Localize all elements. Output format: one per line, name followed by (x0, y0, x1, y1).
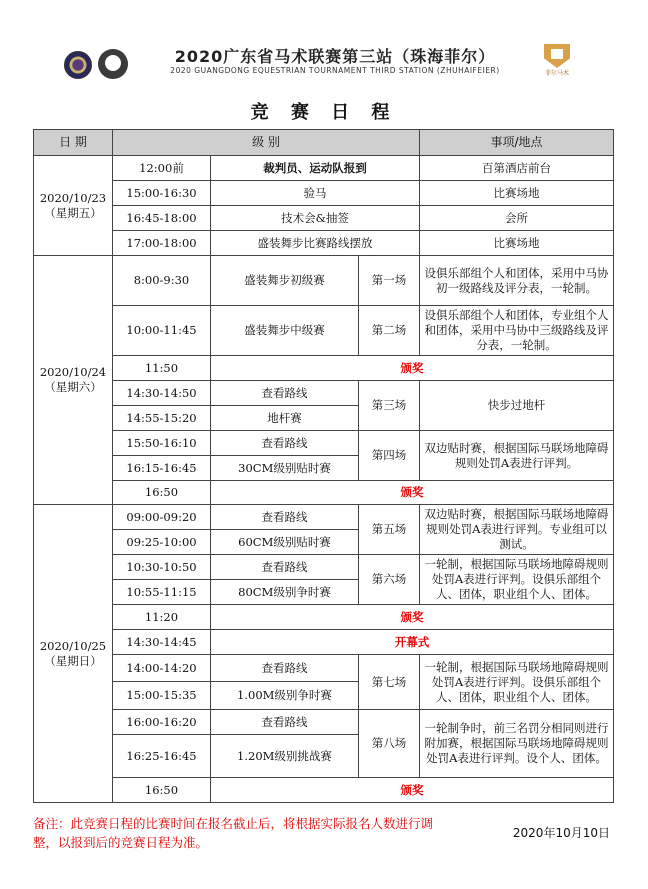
level-cell: 30CM级别贴时赛 (211, 456, 359, 481)
time-cell: 09:25-10:00 (113, 530, 211, 555)
level-cell: 地杆赛 (211, 406, 359, 431)
footer-note: 备注：此竞赛日程的比赛时间在报名截止后，将根据实际报名人数进行调整，以报到后的竞赛日程为准。 (33, 816, 434, 850)
time-cell: 15:00-16:30 (113, 181, 211, 206)
table-row (34, 630, 614, 655)
opening-ceremony-cell: 开幕式 (211, 630, 614, 655)
round-cell: 第七场 (359, 655, 420, 710)
time-cell: 17:00-18:00 (113, 231, 211, 256)
round-cell: 第五场 (359, 505, 420, 555)
level-cell: 查看路线 (211, 655, 359, 682)
event-cell (420, 710, 614, 778)
award-cell: 颁奖 (211, 481, 614, 505)
level-cell: 盛装舞步中级赛 (211, 306, 359, 356)
round-cell: 第四场 (359, 431, 420, 481)
time-cell: 14:30-14:50 (113, 381, 211, 406)
event-cell (420, 555, 614, 605)
time-cell: 14:00-14:20 (113, 655, 211, 682)
table-row (34, 655, 614, 682)
day-cell (34, 156, 113, 256)
round-cell: 第六场 (359, 555, 420, 605)
day-weekday: （星期日） (44, 653, 102, 668)
issue-date: 2020年10月10日 (512, 826, 610, 840)
table-row (34, 505, 614, 530)
level-cell: 验马 (211, 181, 420, 206)
event-description: 双边贴时赛，根据国际马联场地障碍规则处罚A表进行评判。专业组可以测试。 (424, 507, 609, 551)
time-cell: 15:00-15:35 (113, 682, 211, 710)
column-header-event: 事项/地点 (420, 130, 614, 156)
time-cell: 15:50-16:10 (113, 431, 211, 456)
award-cell: 颁奖 (211, 356, 614, 381)
table-row (34, 181, 614, 206)
event-cell: 快步过地杆 (420, 381, 614, 431)
schedule-table (33, 129, 614, 803)
day-date: 2020/10/24 (39, 365, 107, 379)
page-title: 竞 赛 日 程 (250, 102, 398, 123)
time-cell: 10:00-11:45 (113, 306, 211, 356)
club-shield-logo-icon (540, 44, 574, 76)
table-row (34, 206, 614, 231)
table-row (34, 710, 614, 735)
level-cell: 技术会&抽签 (211, 206, 420, 231)
event-title: 2020广东省马术联赛第三站（珠海菲尔） (174, 47, 496, 66)
event-description: 设俱乐部组个人和团体，采用中马协初一级路线及评分表，一轮制。 (424, 265, 609, 295)
event-description: 一轮制，根据国际马联场地障碍规则处罚A表进行评判。设俱乐部组个人、团体，职业组个人、团体。 (424, 659, 609, 704)
time-cell: 11:20 (113, 605, 211, 630)
event-cell (420, 256, 614, 306)
day-cell (34, 505, 113, 803)
level-cell: 盛装舞步初级赛 (211, 256, 359, 306)
event-description: 一轮制争时，前三名罚分相同则进行附加赛，根据国际马联场地障碍规则处罚A表进行评判。设个人、团体。 (424, 721, 609, 765)
award-cell: 颁奖 (211, 778, 614, 803)
table-row (34, 256, 614, 306)
column-header-level: 级 别 (113, 130, 420, 156)
day-date: 2020/10/23 (39, 190, 107, 205)
time-cell: 09:00-09:20 (113, 505, 211, 530)
time-cell: 12:00前 (113, 156, 211, 181)
time-cell: 16:15-16:45 (113, 456, 211, 481)
round-cell: 第一场 (359, 256, 420, 306)
event-description: 一轮制，根据国际马联场地障碍规则处罚A表进行评判。设俱乐部组个人、团体，职业组个人、团体。 (424, 557, 609, 601)
time-cell: 11:50 (113, 356, 211, 381)
day-weekday: （星期五） (44, 205, 102, 220)
table-row (34, 156, 614, 181)
association-emblem-icon (64, 51, 92, 79)
table-row (34, 381, 614, 406)
event-cell (420, 505, 614, 555)
level-cell: 盛装舞步比赛路线摆放 (211, 231, 420, 256)
event-subtitle: 2020 GUANGDONG EQUESTRIAN TOURNAMENT THIRD STATION (ZHUHAIFEIER) (170, 66, 500, 75)
table-row (34, 431, 614, 456)
level-cell: 60CM级别贴时赛 (211, 530, 359, 555)
day-weekday: （星期六） (44, 380, 102, 394)
round-cell: 第二场 (359, 306, 420, 356)
time-cell: 16:00-16:20 (113, 710, 211, 735)
level-cell: 1.00M级别争时赛 (211, 682, 359, 710)
event-description: 双边贴时赛，根据国际马联场地障碍规则处罚A表进行评判。 (424, 440, 609, 470)
event-description: 设俱乐部组个人和团体，专业组个人和团体，采用中马协中三级路线及评分表，一轮制。 (424, 308, 609, 352)
page-header (0, 38, 648, 82)
level-cell: 80CM级别争时赛 (211, 580, 359, 605)
level-cell: 1.20M级别挑战赛 (211, 735, 359, 778)
round-cell: 第三场 (359, 381, 420, 431)
event-cell: 百第酒店前台 (420, 156, 614, 181)
horse-head-logo-icon (98, 49, 128, 79)
event-cell: 会所 (420, 206, 614, 231)
time-cell: 10:55-11:15 (113, 580, 211, 605)
time-cell: 16:50 (113, 778, 211, 803)
time-cell: 14:55-15:20 (113, 406, 211, 431)
day-cell (34, 256, 113, 505)
level-cell: 查看路线 (211, 555, 359, 580)
table-row (34, 356, 614, 381)
level-cell: 查看路线 (211, 710, 359, 735)
time-cell: 16:25-16:45 (113, 735, 211, 778)
time-cell: 16:45-18:00 (113, 206, 211, 231)
level-cell: 查看路线 (211, 431, 359, 456)
column-header-date: 日 期 (34, 130, 113, 156)
table-row (34, 778, 614, 803)
table-row (34, 306, 614, 356)
award-cell: 颁奖 (211, 605, 614, 630)
event-cell: 比赛场地 (420, 231, 614, 256)
round-cell: 第八场 (359, 710, 420, 778)
event-cell (420, 306, 614, 356)
level-cell: 查看路线 (211, 505, 359, 530)
table-row (34, 605, 614, 630)
level-cell: 裁判员、运动队报到 (211, 156, 420, 181)
club-logo-text: 菲尔马术 (544, 70, 569, 77)
table-header-row (34, 130, 614, 156)
day-date: 2020/10/25 (39, 638, 107, 653)
time-cell: 10:30-10:50 (113, 555, 211, 580)
table-row (34, 231, 614, 256)
level-cell: 查看路线 (211, 381, 359, 406)
time-cell: 16:50 (113, 481, 211, 505)
time-cell: 14:30-14:45 (113, 630, 211, 655)
table-row (34, 481, 614, 505)
event-cell (420, 431, 614, 481)
event-cell: 比赛场地 (420, 181, 614, 206)
event-cell (420, 655, 614, 710)
table-row (34, 555, 614, 580)
time-cell: 8:00-9:30 (113, 256, 211, 306)
